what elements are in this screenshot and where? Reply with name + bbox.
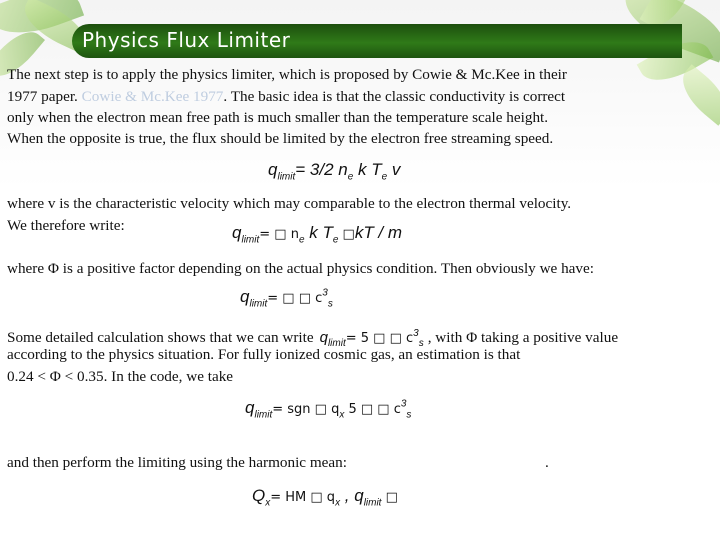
p1-line2 — [7, 86, 565, 108]
p4-line1-post: , with Φ taking a positive value — [427, 329, 619, 346]
slide-title: Physics Flux Limiter — [82, 28, 291, 52]
p4-line1-pre: Some detailed calculation shows that we can write — [7, 329, 314, 346]
equation-5: $q_{limit}=$ sgn □ $q_x$ 5 □ □ $c^3_s$ — [245, 398, 412, 421]
p1-line1: The next step is to apply the physics limiter, which is proposed by Cowie & Mc.Kee in their — [7, 66, 567, 83]
p1-line2-post: . The basic idea is that the classic conductivity is correct — [223, 88, 566, 105]
equation-4-inline: $q_{limit}= 5$ □ □ $c^3_s$ — [319, 328, 424, 349]
equation-6: $Q_x=$ HM □ $q_x$ , $q_{limit}$ □ — [252, 486, 398, 509]
p2-line1: where v is the characteristic velocity which may comparable to the electron thermal velocity. — [7, 195, 572, 212]
p4-line3: 0.24 < Φ < 0.35. In the code, we take — [7, 368, 234, 385]
p1-line2-pre: 1977 paper. — [7, 88, 82, 105]
equation-2: $q_{limit}=$ □ $n_e$ k $T_e$ □kT / m — [232, 223, 403, 246]
p2-line2: We therefore write: — [7, 217, 125, 234]
p1-line3: only when the electron mean free path is much smaller than the temperature scale height. — [7, 109, 549, 126]
p4-line2: according to the physics situation. For fully ionized cosmic gas, an estimation is that — [7, 346, 521, 363]
p1-line4: When the opposite is true, the flux should be limited by the electron free streaming speed. — [7, 130, 554, 147]
citation-link[interactable]: Cowie & Mc.Kee 1977 — [81, 88, 224, 105]
equation-3: $q_{limit}=$ □ □ $c^3_s$ — [240, 287, 333, 310]
paragraph-5: and then perform the limiting using the harmonic mean: — [7, 454, 347, 471]
paragraph-3: where Φ is a positive factor depending on the actual physics condition. Then obviously we have: — [7, 260, 594, 277]
paragraph-5-period: . — [545, 454, 549, 471]
equation-1: $q_{limit}= 3/2$ $n_e$ k $T_e$ v — [268, 160, 401, 183]
